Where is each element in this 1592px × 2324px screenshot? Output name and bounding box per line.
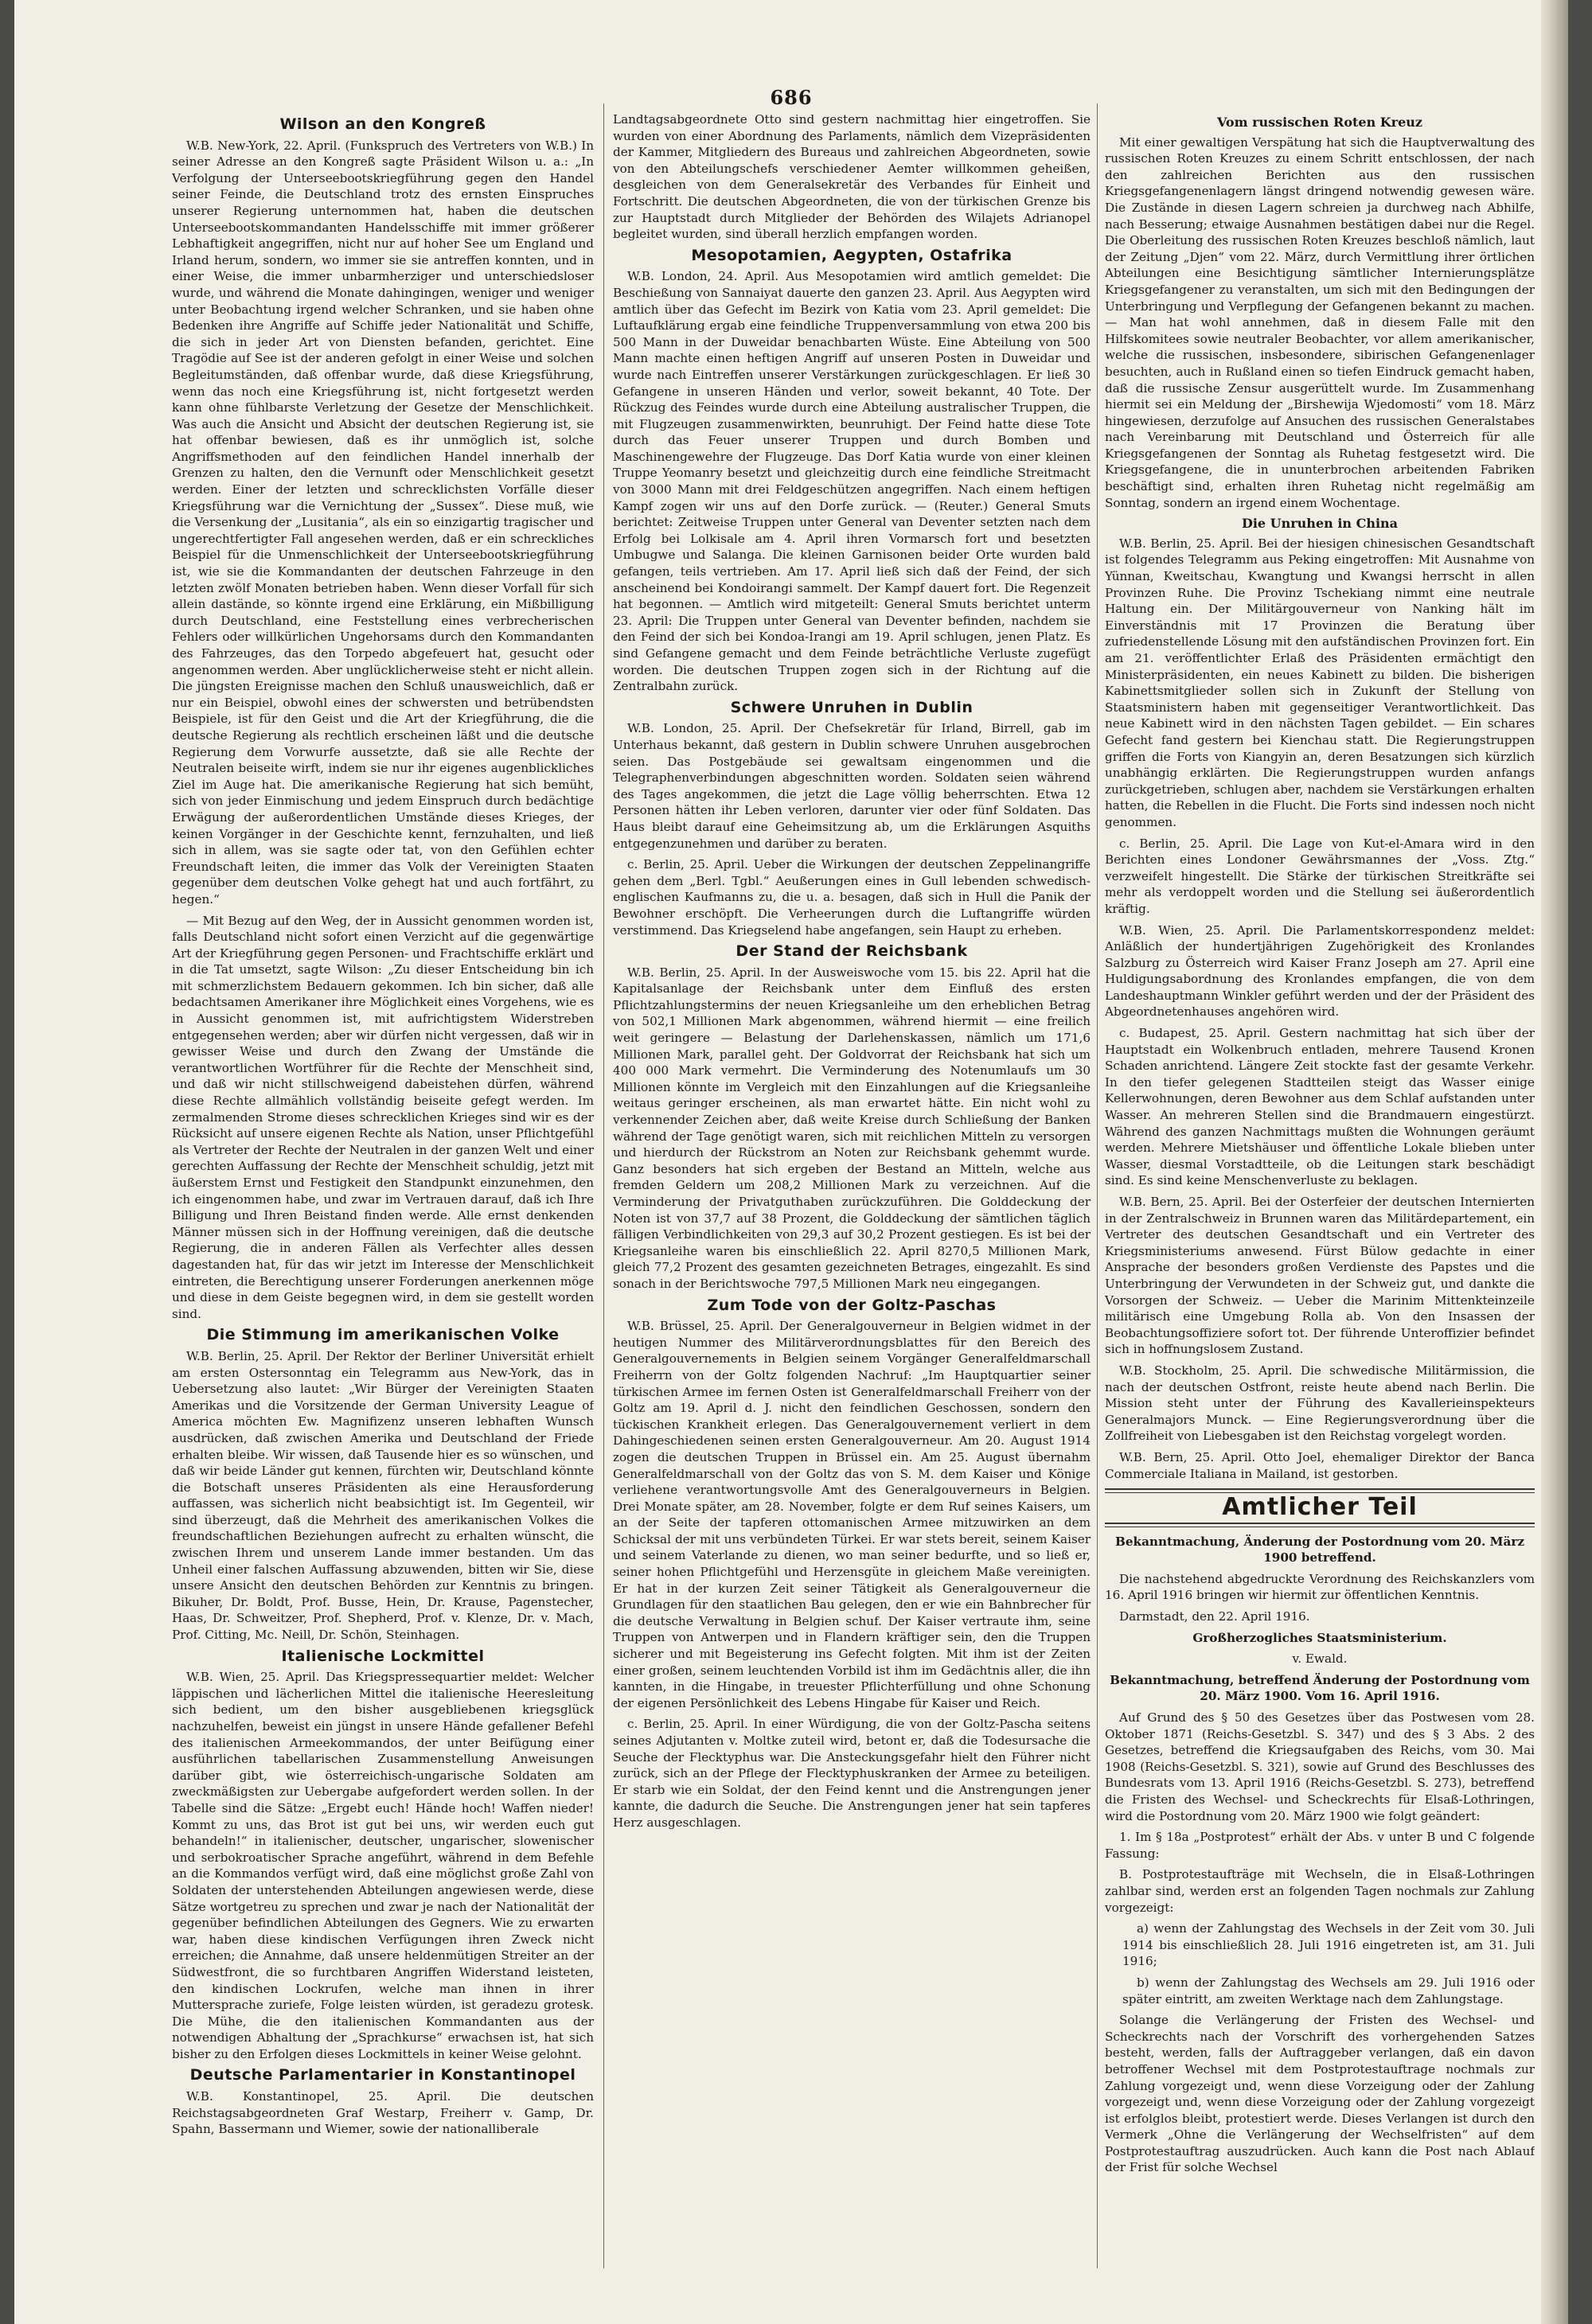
article-paragraph: W.B. London, 24. April. Aus Mesopotamien wird amtlich gemeldet: Die Beschießung von Sannaiyat dauerte den ganzen 23. April. Aus Aegypten wird amtlich über das Gefecht im Bezirk von Katia vom 23. April gemeldet: Die Luftaufklärung ergab eine feindliche Truppenversammlung von etwa 200 bis 500 Mann in der Duweidar benachbarten Wüste. Eine Abteilung von 500 Mann machte einen heftigen Angriff auf unseren Posten in Duweidar und wurde nach Eintreffen unserer Verstärkungen zurückgeschlagen. Er ließ 30 Gefangene in unseren Händen und verlor, soweit bekannt, 40 Tote. Der Rückzug des Feindes wurde durch eine Abteilung australischer Truppen, die mit Flugzeugen zusammenwirkten, beunruhigt. Der Feind hatte diese Tote durch das Feuer unserer Truppen und durch Bomben und Maschinengewehre der Flugzeuge. Das Dorf Katia wurde von einer kleinen Truppe Yeomanry besetzt und gleichzeitig durch eine feindliche Streitmacht von 3000 Mann mit drei Feldgeschützen angegriffen. Nach einem heftigen Kampf zogen wir uns auf den Dorfe zurück. — (Reuter.) General Smuts berichtet: Zeitweise Truppen unter General van Deventer setzten nach dem Erfolg bei Lolkisale am 4. April ihren Vormarsch fort und besetzten Umbugwe und Salanga. Die kleinen Garnisonen beider Orte wurden bald gefangen, teils vertrieben. Am 17. April ließ sich daß der Feind, der sich anscheinend bei Kondoirangi sammelt. Der Kampf dauert fort. Die Regenzeit hat begonnen. — Amtlich wird mitgeteilt: General Smuts berichtet unterm 23. April: Die Truppen unter General van Deventer befinden, nachdem sie den Feind der sich bei Kondoa-Irangi am 19. April schlugen, jenen Platz. Es sind Gefangene gemacht und dem Feinde beträchtliche Verluste zugefügt worden. Die deutschen Truppen zogen sich in der Richtung auf die Zentralbahn zurück. [613,269,1091,694]
article-paragraph: c. Berlin, 25. April. Die Lage von Kut-el-Amara wird in den Berichten eines Londoner Gewährsmannes der „Voss. Ztg.“ verzweifelt hingestellt. Die Stärke der türkischen Streitkräfte sei mehr als verdoppelt worden und die Stellung sei äußerordentlich kräftig. [1105,836,1535,916]
article-paragraph: W.B. Konstantinopel, 25. April. Die deutschen Reichstagsabgeordneten Graf Westarp, Freiherr v. Gamp, Dr. Spahn, Bassermann und Wiemer, sowie der nationalliberale [172,2089,594,2137]
article-title: Die Stimmung im amerikanischen Volke [206,1326,560,1344]
decree-title: Bekanntmachung, betreffend Änderung der Postordnung vom 20. März 1900. Vom 16. April 1916. [1110,1672,1530,1704]
section-divider [1105,1523,1535,1527]
decree-item: Solange die Verlängerung der Fristen des Wechsel- und Scheckrechts nach der Vorschrift des vorhergehenden Satzes besteht, werden, falls der Auftraggeber verlangen, daß ein davon betroffener Wechsel mit dem Postprotestauftrage nochmals zur Zahlung vorgezeigt und, wenn diese Vorzeigung oder der Zahlung vorgezeigt und, wenn diese Vorzeigung oder der Zahlung vorgezeigt ist erfolglos bleibt, protestiert werde. Dieses Verlangen ist durch den Vermerk „Ohne die Verlängerung der Wechselfristen“ auf dem Postprotestauftrag auszudrücken. Auch kann die Post nach Ablauf der Frist für solche Wechsel [1105,2013,1535,2175]
book-spine [1541,0,1568,2324]
article-title: Wilson an den Kongreß [279,115,486,133]
article-paragraph: W.B. Wien, 25. April. Das Kriegspressequartier meldet: Welcher läppischen und lächerlichen Mittel die italienische Heeresleitung sich bedient, um den bisher ausgebliebenen kriegsglück nachzuhelfen, beweist ein jüngst in unsere Hände gefallener Befehl des italienischen Armeekommandos, der unter Beifügung einer ausführlichen tabellarischen Zusammenstellung Anweisungen darüber gibt, wie österreichisch-ungarische Soldaten am zweckmäßigsten zur Uebergabe aufgefordert werden sollen. In der Tabelle sind die Sätze: „Ergebt euch! Hände hoch! Waffen nieder! Kommt zu uns, das Brot ist gut bei uns, wir werden euch gut behandeln!“ in italienischer, deutscher, ungarischer, slowenischer und serbokroatischer Sprache angeführt, während in dem Befehle an die Kommandos verfügt wird, daß eine möglichst große Zahl von Soldaten der unterstehenden Abteilungen angewiesen werde, diese Sätze wortgetreu zu sprechen und zwar je nach der Nationalität der gegenüber befindlichen Abteilungen des Gegners. Wie zu erwarten war, haben diese kindischen Verfügungen ihren Zweck nicht erreichen; die Annahme, daß unsere heldenmütigen Streiter an der Südwestfront, die so furchtbaren Angriffen Widerstand leisteten, den kindischen Lockrufen, welche man ihnen in ihrer Muttersprache zuriefe, Folge leisten würden, ist geradezu grotesk. Die Mühe, die den italienischen Kommandanten aus der notwendigen Abhaltung der „Sprachkurse“ erwachsen ist, hat sich bisher zu den Erfolgen dieses Lockmittels in keiner Weise gelohnt. [172,1670,594,2061]
official-section-title: Amtlicher Teil [1222,1493,1418,1522]
article-title: Zum Tode von der Goltz-Paschas [707,1296,997,1314]
article-title: Mesopotamien, Aegypten, Ostafrika [691,246,1013,264]
article-paragraph: W.B. Stockholm, 25. April. Die schwedische Militärmission, die nach der deutschen Ostfront, reiste heute abend nach Berlin. Die Mission steht unter der Führung des Kavallerieinspekteurs Generalmajors Munck. — Eine Regierungsverordnung über die Zollfreiheit von Liebesgaben ist den Reichstag vorgelegt worden. [1105,1363,1535,1444]
article-paragraph: W.B. Berlin, 25. April. Der Rektor der Berliner Universität erhielt am ersten Ostersonntag ein Telegramm aus New-York, das in Uebersetzung also lautet: „Wir Bürger der Vereinigten Staaten Amerikas und die Vorsitzende der German University League of America möchten Ew. Magnifizenz unseren lebhaften Wunsch ausdrücken, daß zwischen Amerika und Deutschland der Friede erhalten bleibe. Wir wissen, daß Tausende hier es so wünschen, und daß wir beide Länder gut kennen, fürchten wir, Deutschland könnte die Botschaft unseres Präsidenten als eine Herausforderung auffassen, was sicherlich nicht beabsichtigt ist. Im Gegenteil, wir sind überzeugt, daß die Mehrheit des amerikanischen Volkes die freundschaftlichen Beziehungen aufrecht zu erhalten wünscht, die zwischen Ihrem und unserem Lande immer bestanden. Um das Unheil einer falschen Auffassung abzuwenden, bitten wir Sie, diese unsere Ansicht den deutschen Behörden zur Kenntnis zu bringen. Bikuher, Dr. Boldt, Prof. Busse, Hein, Dr. Krause, Pagenstecher, Haas, Dr. Schweitzer, Prof. Shepherd, Prof. v. Klenze, Dr. v. Mach, Prof. Citting, Mc. Neill, Dr. Schön, Steinhagen. [172,1348,594,1643]
article-paragraph: — Mit Bezug auf den Weg, der in Aussicht genommen worden ist, falls Deutschland nicht sofort einen Verzicht auf die gegenwärtige Art der Kriegführung gegen Personen- und Frachtschiffe erklärt und in die Tat umsetzt, sagte Wilson: „Zu dieser Entscheidung bin ich mit schmerzlichstem Bedauern gekommen. Ich bin sicher, daß alle bedachtsamen Amerikaner ihre Möglichkeit eines Vorgehens, wie es in Aussicht genommen ist, mit aufrichtigstem Widerstreben entgegensehen werden; aber wir dürfen nicht vergessen, daß wir in gewisser Weise und durch den Zwang der Umstände die verantwortlichen Wortführer für die Rechte der Menschheit sind, und daß wir nicht stillschweigend dabeistehen dürfen, während diese Rechte allmählich vollständig beiseite gefegt werden. Im zermalmenden Strome dieses schrecklichen Krieges sind wir es der Rücksicht auf unsere eigenen Rechte als Nation, unser Pflichtgefühl als Vertreter der Rechte der Neutralen in der ganzen Welt und einer gerechten Auffassung der Rechte der Menschheit schuldig, jetzt mit äußerstem Ernst und Festigkeit den Standpunkt einzunehmen, den ich eingenommen habe, und zwar im Vertrauen darauf, daß ich Ihre Billigung und Ihren Beistand finden werde. Alle ernst denkenden Männer müssen sich in der Hoffnung vereinigen, daß die deutsche Regierung, die in anderen Fällen als Verfechter alles dessen dagestanden hat, für das wir jetzt im Interesse der Menschlichkeit eintreten, die Berechtigung unserer Forderungen anerkennen möge und diese in dem Geiste begegnen wird, in dem sie gestellt worden sind. [172,913,594,1321]
decree-ministry: Großherzogliches Staatsministerium. [1192,1630,1447,1645]
page-number: 686 [770,86,813,109]
column-rule [603,103,604,2268]
column-rule [1097,103,1098,2268]
article-paragraph: Landtagsabgeordnete Otto sind gestern nachmittag hier eingetroffen. Sie wurden von einer Abordnung des Parlaments, nämlich dem Vizepräsidenten der Kammer, Mitgliedern des Bureaus und zahlreichen Abgeordneten, sowie von den Abteilungschefs verschiedener Aemter willkommen geheißen, desgleichen von dem Generalsekretär des Verbandes für Einheit und Fortschritt. Die deutschen Abgeordneten, die von der türkischen Grenze bis zur Hauptstadt durch Mitglieder der Behörden des Wilajets Adrianopel begleitet wurden, sind überall herzlich empfangen worden. [613,112,1091,242]
column-1 [172,111,594,2260]
decree-item: 1. Im § 18a „Postprotest“ erhält der Abs. v unter B und C folgende Fassung: [1105,1830,1535,1861]
article-title: Deutsche Parlamentarier in Konstantinopel [189,2066,576,2084]
article-paragraph: W.B. New-York, 22. April. (Funkspruch des Vertreters von W.B.) In seiner Adresse an den Kongreß sagte Präsident Wilson u. a.: „In Verfolgung der Unterseebootskriegführung gegen den Handel seiner Feinde, die Deutschland trotz des ernsten Einspruches unserer Regierung unternommen hat, haben die deutschen Unterseebootskommandanten Handelsschiffe mit immer größerer Lebhaftigkeit angegriffen, nicht nur auf hoher See um England und Irland herum, sondern, wo immer sie sie antreffen konnten, und in einer Weise, die immer unbarmherziger und unterschiedsloser wurde, und während die Monate dahingingen, weniger und weniger unter Beobachtung irgend welcher Schranken, und sie haben ohne Bedenken ihre Angriffe auf Schiffe jeder Nationalität und Schiffe, die sich in jeder Art von Diensten befanden, gerichtet. Eine Tragödie auf See ist der anderen gefolgt in einer Weise und solchen Begleitumständen, daß offenbar wurde, daß diese Kriegsführung, wenn das noch eine Kriegsführung ist, nicht fortgesetzt werden kann ohne fühlbarste Verletzung der Gesetze der Menschlichkeit. Was auch die Ansicht und Absicht der deutschen Regierung ist, sie hat offenbar bewiesen, daß es ihr unmöglich ist, solche Angriffsmethoden auf den feindlichen Handel innerhalb der Grenzen zu halten, den die Vernunft oder Menschlichkeit gesetzt werden. Einer der letzten und schrecklichsten Vorfälle dieser Kriegsführung war die Vernichtung der „Sussex“. Diese muß, wie die Versenkung der „Lusitania“, als ein so einzigartig tragischer und ungerechtfertigter Fall angesehen werden, daß er ein schreckliches Beispiel für die Unmenschlichkeit der Unterseebootskriegführung ist, wie sie die Kommandanten der deutschen Fahrzeuge in den letzten zwölf Monaten betrieben haben. Wenn dieser Vorfall für sich allein dastände, so könnte irgend eine Erklärung, ein Mißbilligung durch Deutschland, eine Feststellung eines verbrecherischen Fehlers oder willkürlichen Ungehorsams durch den Kommandanten des Fahrzeuges, das den Torpedo abgefeuert hat, gesucht oder angenommen werden. Aber unglücklicherweise steht er nicht allein. Die jüngsten Ereignisse machen den Schluß unausweichlich, daß er nur ein Beispiel, obwohl eines der schwersten und betrübendsten Beispiele, ist für den Geist und die Art der Kriegführung, die die deutsche Regierung als rechtlich erscheinen läßt und die deutsche Regierung dem Vorwurfe aussetzte, daß sie alle Rechte der Neutralen beiseite wirft, indem sie nur ihr eigenes augenblickliches Ziel im Auge hat. Die amerikanische Regierung hat sich bemüht, sich von jeder Einmischung und jedem Einspruch durch bedächtige Erwägung der außerordentlichen Umstände dieses Krieges, der keinen Vorgänger in der Geschichte kennt, fernzuhalten, und ließ sich in allem, was sie sagte oder tat, von den Gefühlen echter Freundschaft leiten, die immer das Volk der Vereinigten Staaten gegenüber dem deutschen Volke gehegt hat und auch fortfährt, zu hegen.“ [172,138,594,907]
article-paragraph: c. Berlin, 25. April. Ueber die Wirkungen der deutschen Zeppelinangriffe gehen dem „Berl. Tgbl.“ Aeußerungen eines in Gull lebenden schwedisch-englischen Kaufmanns zu, die u. a. besagen, daß sich in Hull die Panik der Bewohner erschöpft. Die Verheerungen durch die Luftangriffe würden verstimmend. Das Kriegselend habe angefangen, sein Haupt zu erheben. [613,857,1091,938]
article-paragraph: W.B. Bern, 25. April. Bei der Osterfeier der deutschen Internierten in der Zentralschweiz in Brunnen waren das Militärdepartement, ein Vertreter des deutschen Gesandtschaft und ein Vertreter des Kriegsministeriums anwesend. Fürst Bülow gedachte in einer Ansprache der besonders großen Verdienste des Papstes und die Unterbringung der Verwundeten in der Schweiz gut, und dankte die Vorsorgen der Schweiz. — Ueber die Marinim Mittenkteinzeile militärisch eine Umgebung Rolla ab. Von den Insassen der Beobachtungsoffiziere sofort tot. Der führende Unteroffizier befindet sich in hoffnungslosem Zustand. [1105,1195,1535,1357]
article-paragraph: c. Budapest, 25. April. Gestern nachmittag hat sich über der Hauptstadt ein Wolkenbruch entladen, mehrere Tausend Kronen Schaden anrichtend. Längere Zeit stockte fast der gesamte Verkehr. In den tiefer gelegenen Stadtteilen steigt das Wasser einige Kellerwohnungen, deren Bewohner aus dem Schlaf aufstanden unter Wasser. An mehreren Stellen sind die Brandmauern eingestürzt. Während des ganzen Nachmittags mußten die Wohnungen geräumt werden. Mehrere Mietshäuser und öffentliche Lokale blieben unter Wasser, diesmal Vorstadtteile, ob die Leitungen stark beschädigt sind. Es sind keine Menschenverluste zu beklagen. [1105,1026,1535,1188]
decree-item: B. Postprotestaufträge mit Wechseln, die in Elsaß-Lothringen zahlbar sind, werden erst an folgenden Tagen nochmals zur Zahlung vorgezeigt: [1105,1867,1535,1915]
newspaper-page [14,0,1568,2324]
decree-item: b) wenn der Zahlungstag des Wechsels am 29. Juli 1916 oder später eintritt, am zweiten Werktage nach dem Zahlungstage. [1122,1975,1535,2006]
article-title: Der Stand der Reichsbank [736,942,968,961]
article-paragraph: Mit einer gewaltigen Verspätung hat sich die Hauptverwaltung des russischen Roten Kreuzes zu einem Schritt entschlossen, der nach den zahlreichen Berichten aus den russischen Kriegsgefangenenlagern längst dringend notwendig gewesen wäre. Die Zustände in diesen Lagern schreien ja durchweg nach Abhilfe, nach Besserung; etwaige Ausnahmen bestätigen dabei nur die Regel. Die Oberleitung des russischen Roten Kreuzes beschloß nämlich, laut der Zeitung „Djen“ vom 22. März, durch Vermittlung ihrer örtlichen Abteilungen eine Besichtigung sämtlicher Internierungsplätze Kriegsgefangener zu veranstalten, um sich mit den Bedingungen der Unterbringung und Verpflegung der Gefangenen bekannt zu machen. — Man hat wohl annehmen, daß in diesem Falle mit den Hilfskomitees sowie neutraler Beobachter, vor allem amerikanischer, welche die russischen, insbesondere, sibirischen Gefangenenlager besuchten, auch in Rußland einen so tiefen Eindruck gemacht haben, daß die russische Zensur ausgerüttelt wurde. Im Zusammenhang hiermit sei ein Meldung der „Birshewija Wjedomosti“ vom 18. März hingewiesen, derzufolge auf Ansuchen des russischen Generalstabes nach Vereinbarung mit Deutschland und Österreich für alle Kriegsgefangenen der Sonntag als Ruhetag festgesetzt wird. Die Kriegsgefangene, die in ununterbrochen arbeitenden Fabriken beschäftigt sind, erhalten ihren Ruhetag nicht regelmäßig am Sonntag, sondern an irgend einem Wochentage. [1105,135,1535,510]
article-title: Die Unruhen in China [1241,516,1399,532]
article-paragraph: W.B. Wien, 25. April. Die Parlamentskorrespondenz meldet: Anläßlich der hundertjährigen Zugehörigkeit des Kronlandes Salzburg zu Österreich wird Kaiser Franz Joseph am 27. April eine Huldigungsabordnung des Kronlandes empfangen, die von dem Landeshauptmann Winkler geführt werden und der der Präsident des Abgeordnetenhauses angehören wird. [1105,922,1535,1020]
decree-title: Bekanntmachung, Änderung der Postordnung vom 20. März 1900 betreffend. [1115,1534,1524,1566]
article-paragraph: W.B. Berlin, 25. April. In der Ausweiswoche vom 15. bis 22. April hat die Kapitalsanlage der Reichsbank unter dem Einfluß des ersten Pflichtzahlungstermins der neuen Kriegsanleihe um den erheblichen Betrag von 502,1 Millionen Mark abgenommen, während hiermit — eine freilich weit geringere — Belastung der Darlehenskassen, nämlich um 171,6 Millionen Mark, parallel geht. Der Goldvorrat der Reichsbank hat sich um 400 000 Mark vermehrt. Die Verminderung des Notenumlaufs um 30 Millionen könnte im Vergleich mit den Einzahlungen auf die Kriegsanleihe weitaus geringer erscheinen, als man erwartet hätte. Ein nicht wohl zu verkennender Zeichen aber, daß weite Kreise durch Schließung der Banken während der Tage genötigt waren, sich mit reichlichen Mitteln zu versorgen und hierdurch der Rückstrom an Noten zur Reichsbank gehemmt wurde. Ganz besonders hat sich ergeben der Bestand an Mitteln, welche aus fremden Geldern um 208,2 Millionen Mark zu verzeichnen. Auf die Verminderung der Privatguthaben zurückzuführen. Die Golddeckung der Noten ist von 37,7 auf 38 Prozent, die Golddeckung der sämtlichen täglich fälligen Verbindlichkeiten von 29,3 auf 30,2 Prozent gestiegen. Es ist bei der Kriegsanleihe waren bis einschließlich 22. April 8270,5 Millionen Mark, gleich 77,2 Prozent des gesamten gezeichneten Betrages, eingezahlt. Es sind sonach in der Berichtswoche 797,5 Millionen Mark neu eingegangen. [613,965,1091,1291]
decree-date: Darmstadt, den 22. April 1916. [1119,1609,1310,1624]
column-3 [1105,111,1535,2260]
article-paragraph: W.B. Bern, 25. April. Otto Joel, ehemaliger Direktor der Banca Commerciale Italiana in Mailand, ist gestorben. [1105,1449,1535,1481]
decree-body: Die nachstehend abgedruckte Verordnung des Reichskanzlers vom 16. April 1916 bringen wir hiermit zur öffentlichen Kenntnis. [1105,1571,1535,1603]
decree-item: a) wenn der Zahlungstag des Wechsels in der Zeit vom 30. Juli 1914 bis einschließlich 28. Juli 1916 eingetreten ist, am 31. Juli 1916; [1122,1921,1535,1969]
article-paragraph: W.B. Brüssel, 25. April. Der Generalgouverneur in Belgien widmet in der heutigen Nummer des Militärverordnungsblattes für den Bereich des Generalgouvernements in Belgien seinem Vorgänger Generalfeldmarschall Freiherrn von der Goltz folgenden Nachruf: „Im Hauptquartier seiner türkischen Armee im fernen Osten ist Generalfeldmarschall Freiherr von der Goltz am 19. April d. J. nicht den feindlichen Geschossen, sondern den tückischen Krankheit erlegen. Das Generalgouvernement verliert in dem Dahingeschiedenen seinen ersten Generalgouverneur. Am 20. August 1914 zogen die deutschen Truppen in Brüssel ein. Am 25. August übernahm Generalfeldmarschall von der Goltz das von S. M. dem Kaiser und Könige verliehene verantwortungsvolle Amt des Generalgouverneurs in Belgien. Drei Monate später, am 28. November, folgte er dem Ruf seines Kaisers, um an der Seite der tapferen ottomanischen Armee mitzuwirken an dem Schicksal der mit uns verbündeten Türkei. Er war stets bereit, seinem Kaiser und seinem Vaterlande zu dienen, wo man seiner bedurfte, und so ließ er, seiner hohen Pflichtgefühl und Herzensgüte in gleichem Maße vereinigten. Er hat in der kurzen Zeit seiner Tätigkeit als Generalgouverneur die Grundlagen für den staatlichen Bau gelegen, den er wie ein Bahnbrecher für die deutsche Verwaltung in Belgien schuf. Der Kaiser vertraute ihm, seine Truppen von Antwerpen und in Flandern kräftiger sein, den die Truppen sicherer und mit Begeisterung ins Gefecht folgten. Mit ihm ist der Zeiten einer großen, seinem leuchtenden Vorbild ist ihm im Gedächtnis aller, die ihn kannten, in die Hingabe, in treuester Pflichterfüllung und ohne Schonung der eigenen Persönlichkeit des Lebens Hingabe für Kaiser und Reich. [613,1319,1091,1710]
article-paragraph: W.B. London, 25. April. Der Chefsekretär für Irland, Birrell, gab im Unterhaus bekannt, daß gestern in Dublin schwere Unruhen ausgebrochen seien. Das Postgebäude sei gewaltsam eingenommen und die Telegraphenverbindungen abgeschnitten worden. Soldaten seien während des Tages angekommen, die jetzt die Lage völlig beherrschten. Etwa 12 Personen hätten ihr Leben verloren, darunter vier oder fünf Soldaten. Das Haus bleibt darauf eine Geheimsitzung ab, um die Erklärungen Asquiths entgegenzunehmen und darüber zu beraten. [613,721,1091,851]
article-title: Schwere Unruhen in Dublin [730,698,974,716]
article-paragraph: c. Berlin, 25. April. In einer Würdigung, die von der Goltz-Pascha seitens seines Adjutanten v. Moltke zuteil wird, betont er, daß die Todesursache die Seuche der Flecktyphus war. Die Ansteckungsgefahr hielt den Führer nicht zurück, sich an der Pflege der Flecktyphuskranken der Armee zu beteiligen. Er starb wie ein Soldat, der den Feind kennt und die Anstrengungen jener kannte, die dadurch die Seuche. Die Anstrengungen jener hat sein tapferes Herz ausgeschlagen. [613,1717,1091,1830]
article-title: Vom russischen Roten Kreuz [1216,115,1422,130]
decree-body: Auf Grund des § 50 des Gesetzes über das Postwesen vom 28. Oktober 1871 (Reichs-Gesetzbl. S. 347) und des § 3 Abs. 2 des Gesetzes, betreffend die Kriegsaufgaben des Reichs, vom 30. Mai 1908 (Reichs-Gesetzbl. S. 321), sowie auf Grund des Beschlusses des Bundesrats vom 13. April 1916 (Reichs-Gesetzbl. S. 273), betreffend die Fristen des Wechsel- und Scheckrechts für Elsaß-Lothringen, wird die Postordnung vom 20. März 1900 wie folgt geändert: [1105,1710,1535,1823]
column-2 [613,111,1091,2260]
article-paragraph: W.B. Berlin, 25. April. Bei der hiesigen chinesischen Gesandtschaft ist folgendes Telegramm aus Peking eingetroffen: Mit Ausnahme von Yünnan, Kweitschau, Kwangtung und Kwangsi herrscht in allen Provinzen Ruhe. Die Provinz Tschekiang nimmt eine neutrale Haltung ein. Der Militärgouverneur von Nanking hält im Einverständnis mit 17 Provinzen die Beratung über zufriedenstellende Lösung mit den aufständischen Provinzen fort. Ein am 21. veröffentlichter Erlaß des Präsidenten ermächtigt den Ministerpräsidenten, ein neues Kabinett zu bilden. Die bisherigen Kabinettsmitglieder sollen sich in Zukunft der Stellung von Staatsministern haben mit gegenseitiger Verantwortlichkeit. Das neue Kabinett wird in den nächsten Tagen gebildet. — Ein schares Gefecht fand gestern bei Kienchau statt. Die Regierungstruppen griffen die Forts von Kiangyin an, deren Besatzungen sich kürzlich unabhängig erklärten. Die Regierungstruppen wurden anfangs zurückgetrieben, schlugen aber, nachdem sie Verstärkungen erhalten hatten, die Rebellen in die Flucht. Die Forts sind indessen noch nicht genommen. [1105,536,1535,829]
decree-signature: v. Ewald. [1292,1651,1348,1667]
article-title: Italienische Lockmittel [281,1647,485,1665]
